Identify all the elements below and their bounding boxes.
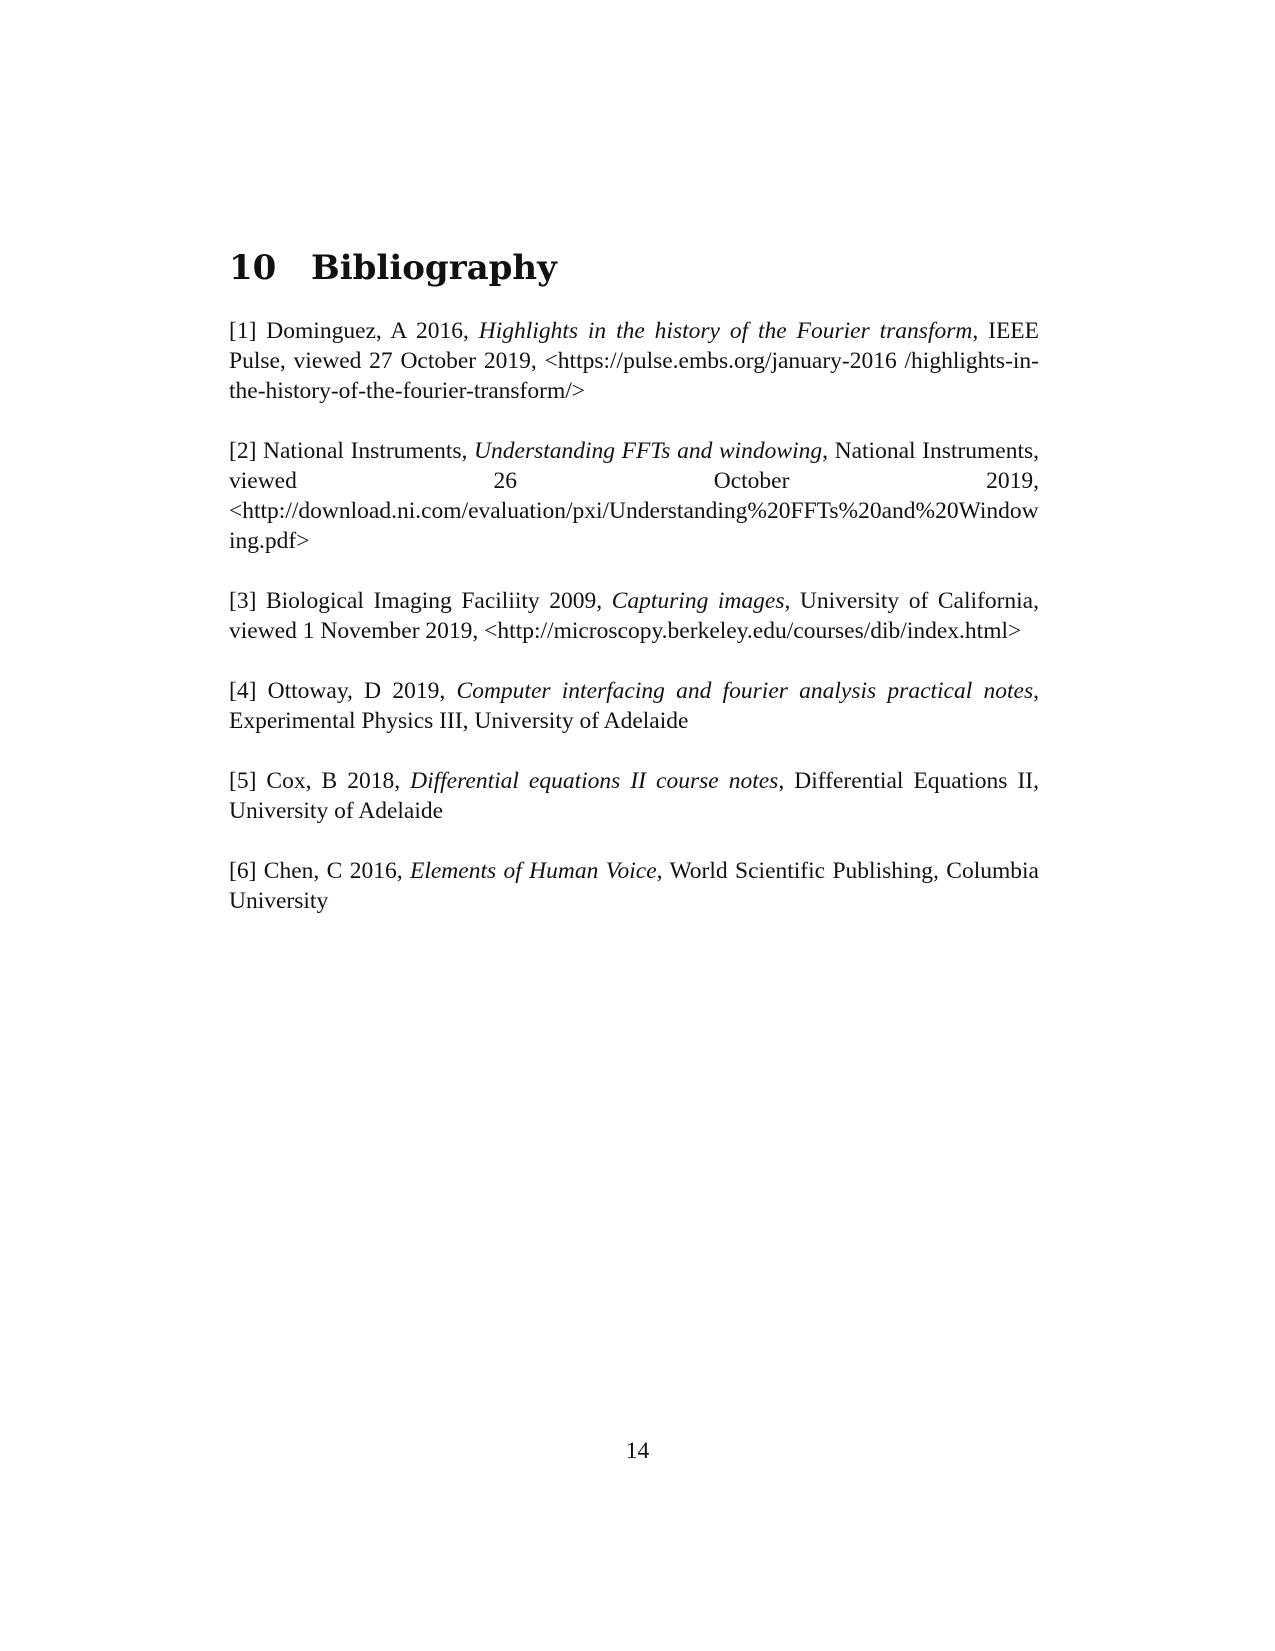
bibliography-entry-1 — [229, 316, 1039, 406]
bibliography-entry-3 — [229, 586, 1039, 646]
section-number: 10 — [229, 248, 277, 288]
bibliography-list — [229, 316, 1039, 946]
bibliography-entry-6 — [229, 856, 1039, 916]
entry-citation: [2] National Instruments, — [229, 438, 475, 464]
entry-source: , Differential Equations II, University of Adelaide — [229, 768, 1039, 824]
entry-citation: [3] Biological Imaging Faciliity 2009, — [229, 588, 612, 614]
entry-source: , Experimental Physics III, University of Adelaide — [229, 678, 1039, 734]
entry-citation: [5] Cox, B 2018, — [229, 768, 411, 794]
entry-title: Highlights in the history of the Fourier transform — [478, 318, 973, 344]
section-heading — [229, 248, 557, 288]
entry-source: , IEEE Pulse, viewed 27 October 2019, <https://pulse.embs.org/january-2016 /highlights-in-the-history-of-the-fourier-transform/> — [229, 318, 1040, 404]
entry-source: , National Instruments, viewed 26 October 2019, <http://download.ni.com/evaluation/pxi/Understanding%20FFTs%20and%20Windowing.pdf> — [229, 438, 1039, 554]
entry-title: Understanding FFTs and windowing — [474, 438, 823, 464]
bibliography-entry-5 — [229, 766, 1039, 826]
entry-source: , University of California, viewed 1 November 2019, <http://microscopy.berkeley.edu/courses/dib/index.html> — [229, 588, 1039, 644]
entry-source: , World Scientific Publishing, Columbia University — [229, 858, 1039, 914]
bibliography-entry-2 — [229, 436, 1039, 556]
entry-citation: [4] Ottoway, D 2019, — [229, 678, 457, 704]
entry-title: Computer interfacing and fourier analysis practical notes — [456, 678, 1034, 704]
entry-title: Capturing images — [611, 588, 785, 614]
entry-citation: [6] Chen, C 2016, — [229, 858, 410, 884]
page-number: 14 — [625, 1438, 650, 1464]
bibliography-entry-4 — [229, 676, 1039, 736]
entry-citation: [1] Dominguez, A 2016, — [229, 318, 479, 344]
section-title: Bibliography — [311, 248, 557, 288]
entry-title: Elements of Human Voice — [409, 858, 657, 884]
entry-title: Differential equations II course notes — [410, 768, 779, 794]
